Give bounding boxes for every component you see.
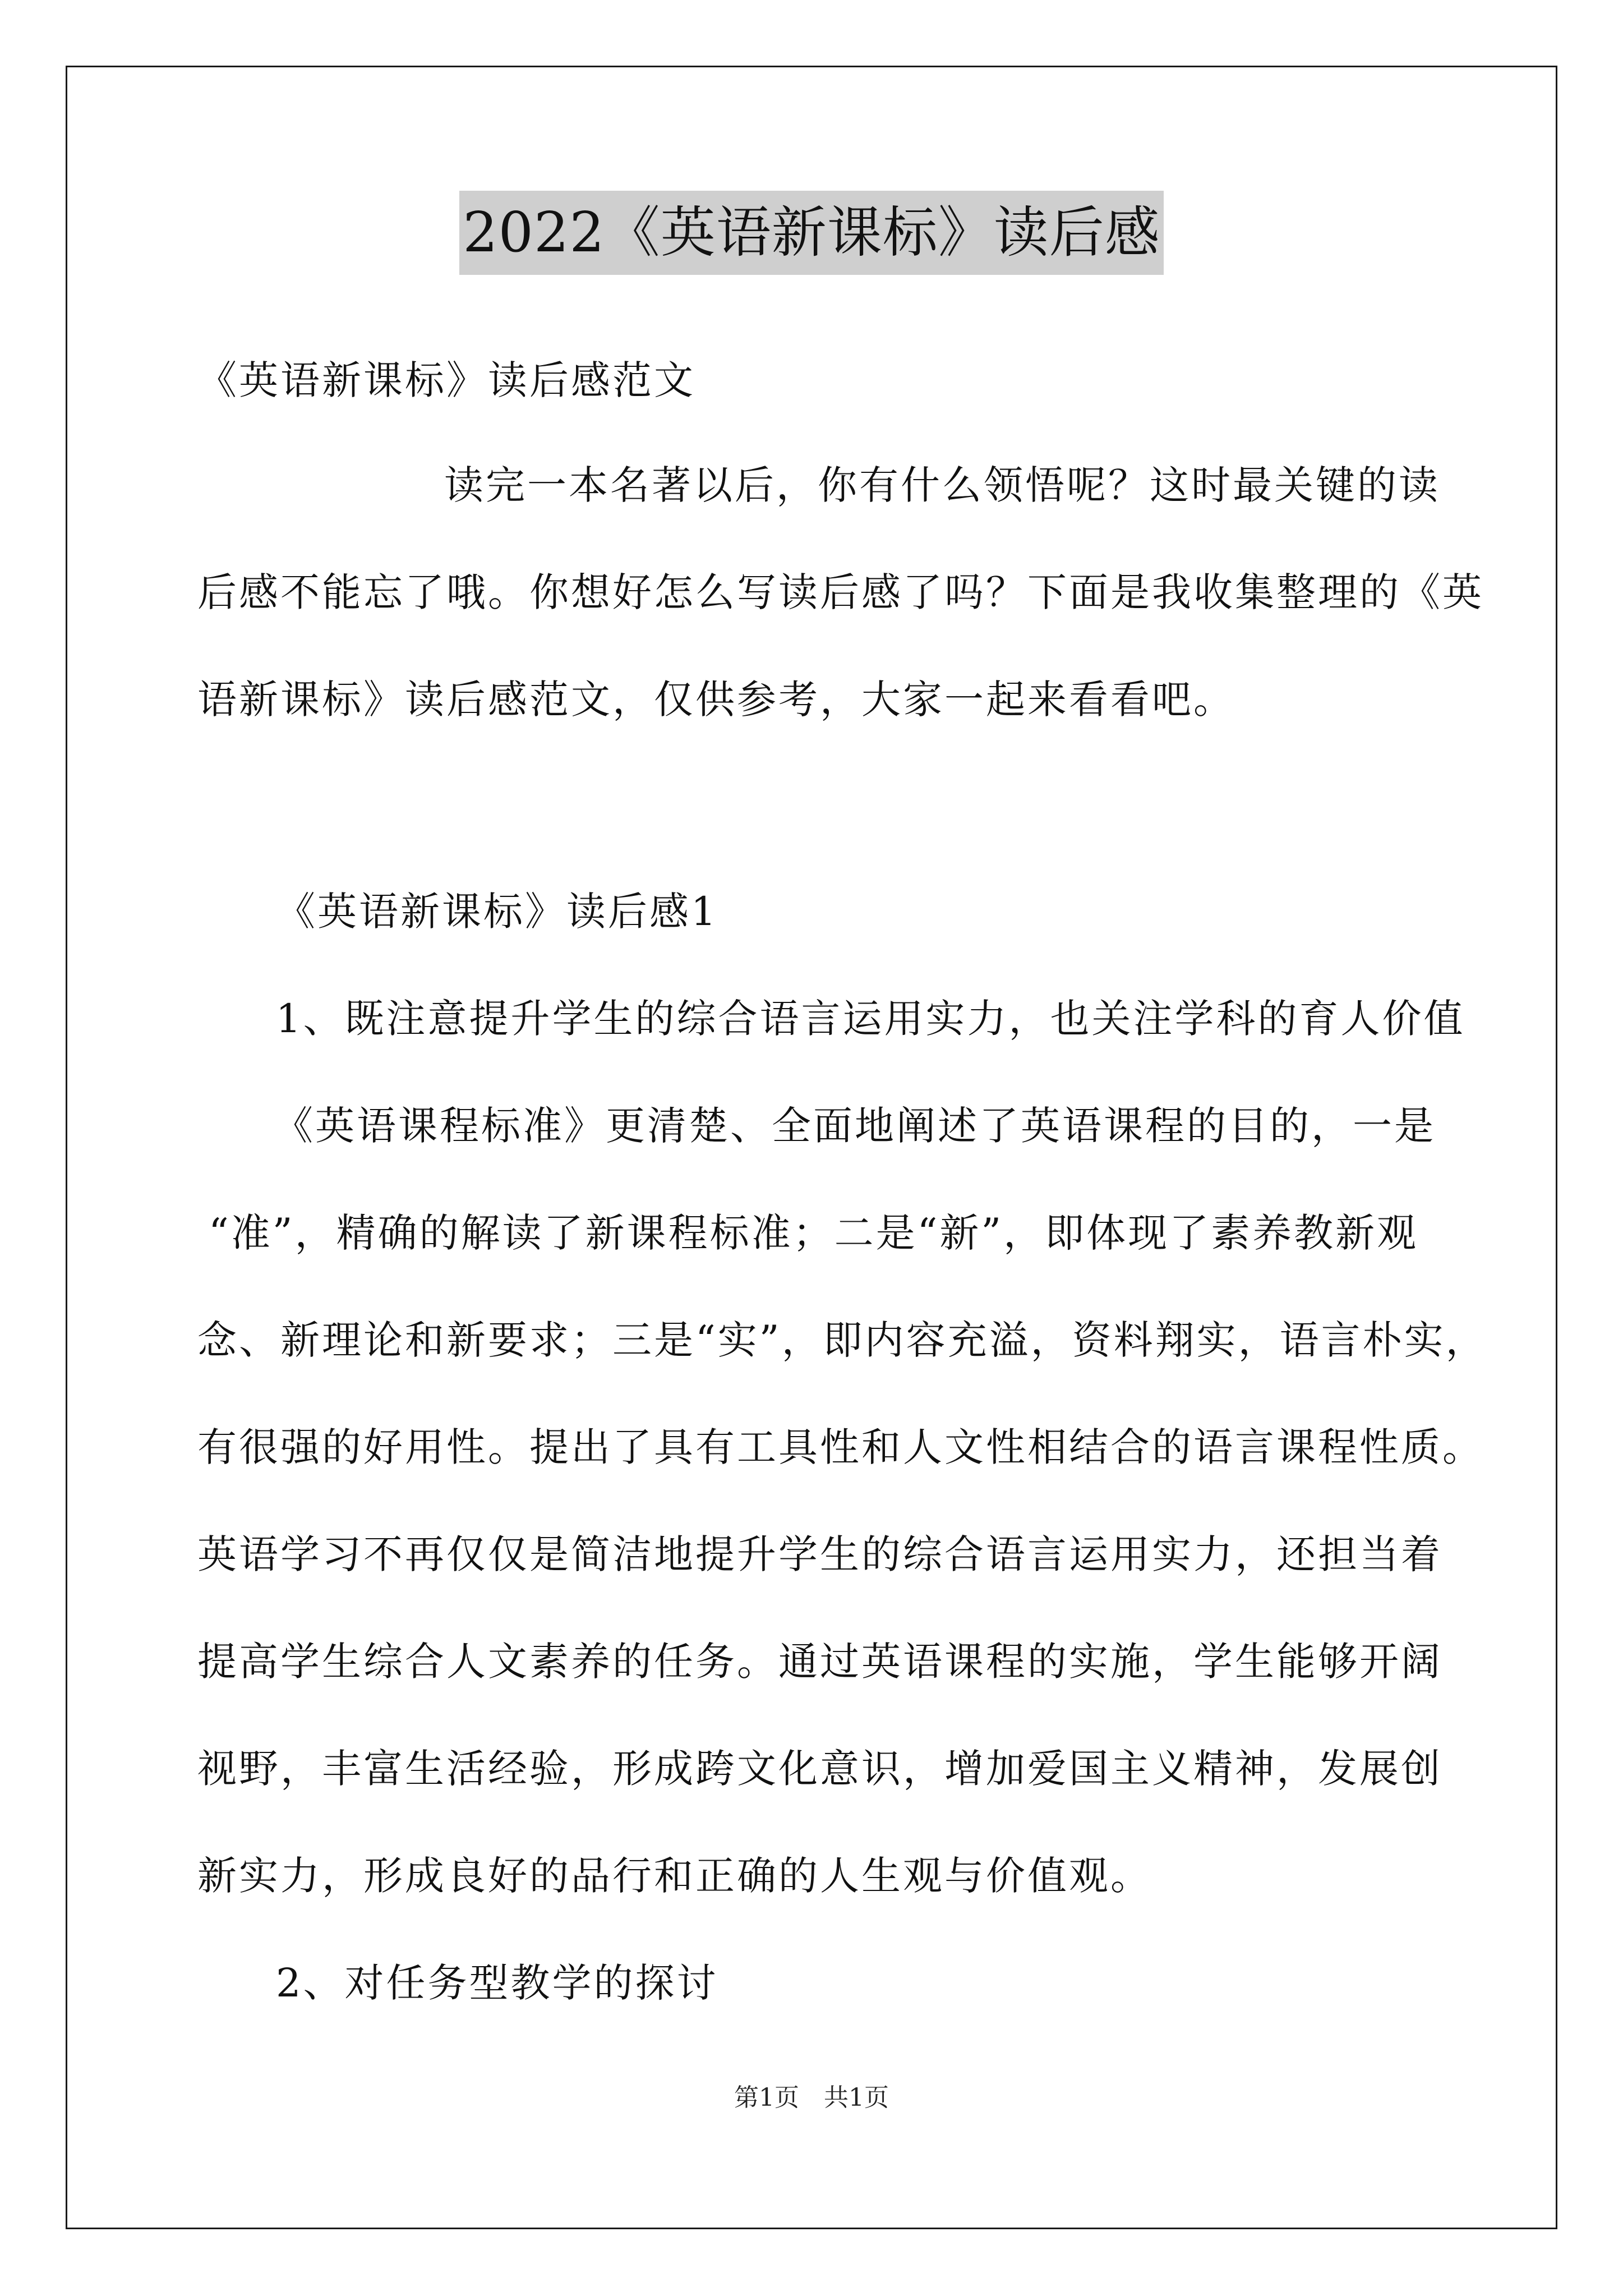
page-footer: 第1页 共1页 bbox=[734, 2083, 889, 2112]
intro-line: 读完一本名著以后，你有什么领悟呢？这时最关键的读 bbox=[444, 462, 1440, 508]
body-line: 有很强的好用性。提出了具有工具性和人文性相结合的语言课程性质。 bbox=[197, 1424, 1484, 1470]
intro-line: 语新课标》读后感范文，仅供参考，大家一起来看看吧。 bbox=[197, 677, 1235, 723]
body-line: 视野，丰富生活经验，形成跨文化意识，增加爱国主义精神，发展创 bbox=[197, 1746, 1442, 1792]
body-line: 英语学习不再仅仅是简洁地提升学生的综合语言运用实力，还担当着 bbox=[197, 1531, 1442, 1577]
body-line: 《英语课程标准》更清楚、全面地阐述了英语课程的目的，一是 bbox=[274, 1103, 1436, 1149]
point-heading: 1、既注意提升学生的综合语言运用实力，也关注学科的育人价值 bbox=[276, 996, 1465, 1042]
point-heading: 2、对任务型教学的探讨 bbox=[276, 1960, 718, 2006]
intro-line: 后感不能忘了哦。你想好怎么写读后感了吗？下面是我收集整理的《英 bbox=[197, 569, 1484, 615]
document-title: 2022《英语新课标》读后感 bbox=[459, 191, 1163, 275]
title-container bbox=[0, 191, 1623, 275]
subtitle: 《英语新课标》读后感范文 bbox=[197, 357, 695, 403]
section-heading: 《英语新课标》读后感1 bbox=[276, 889, 718, 935]
body-line: “准”，精确的解读了新课程标准；二是“新”，即体现了素养教新观 bbox=[209, 1210, 1419, 1256]
body-line: 念、新理论和新要求；三是“实”，即内容充溢，资料翔实，语言朴实， bbox=[197, 1317, 1487, 1363]
body-line: 提高学生综合人文素养的任务。通过英语课程的实施，学生能够开阔 bbox=[197, 1639, 1442, 1685]
body-line: 新实力，形成良好的品行和正确的人生观与价值观。 bbox=[197, 1853, 1152, 1899]
